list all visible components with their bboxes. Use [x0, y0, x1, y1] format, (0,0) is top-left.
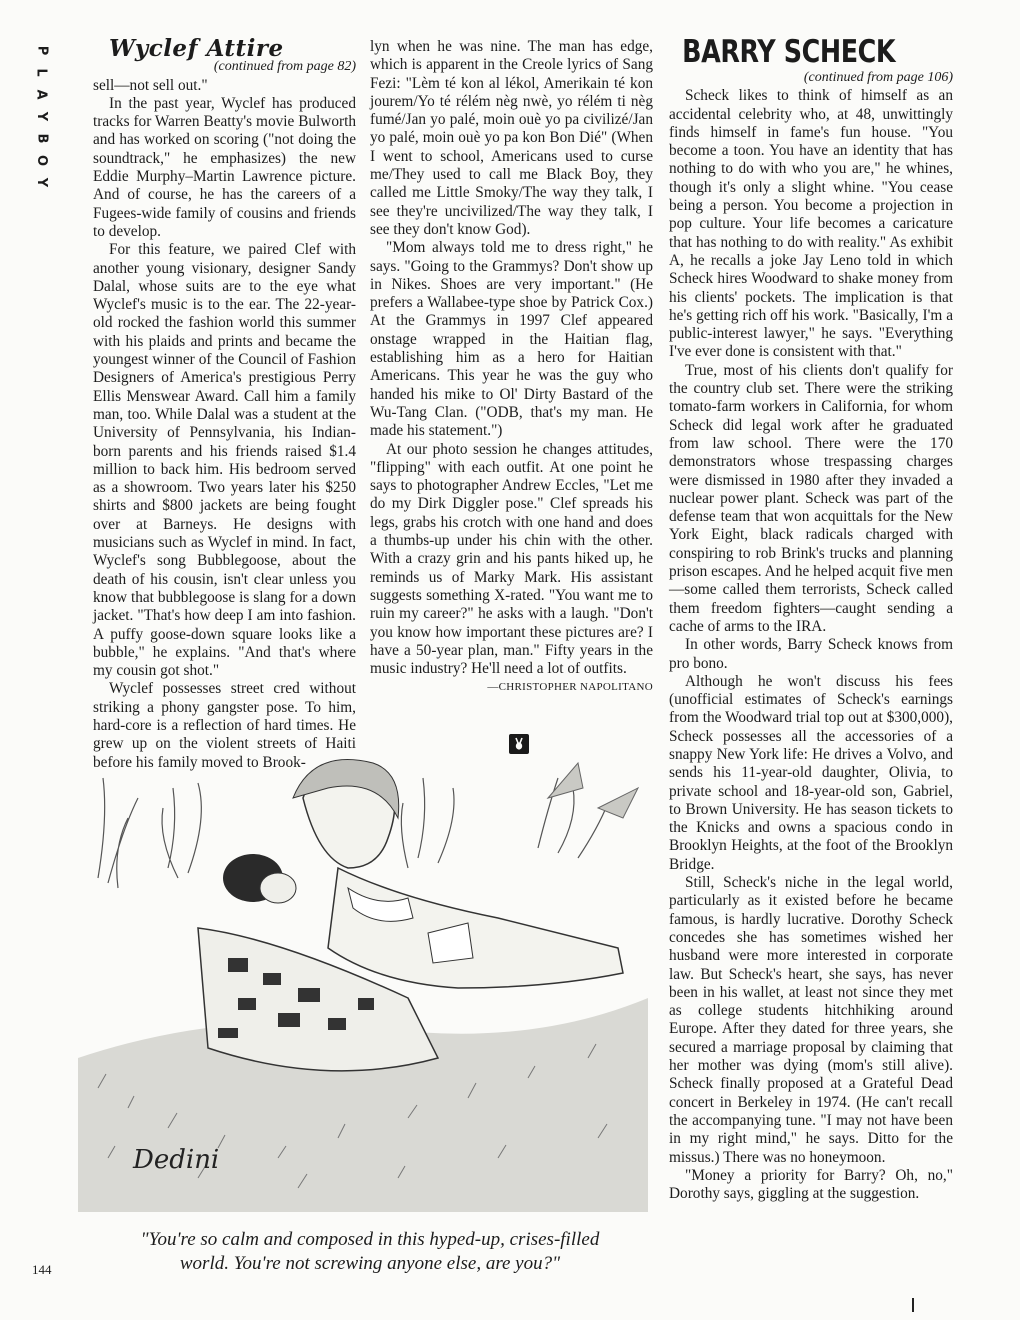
sidebar-letter: B [33, 133, 49, 145]
column-3 [669, 35, 953, 1203]
cartoon-illustration [78, 758, 648, 1212]
paragraph: In the past year, Wyclef has produced tracks for Warren Beatty's movie Bulworth and has worked on scoring ("not doing the soundtrack," he emphasizes) the new Eddie Murphy–Martin Lawrence picture. And of course, he has the careers of a Fugees-wide family of cousins and friends to develop. [93, 94, 356, 240]
cartoon-caption [100, 1228, 640, 1276]
caption-line: world. You're not screwing anyone else, are you?" [179, 1253, 561, 1274]
sidebar-letter: O [34, 154, 49, 168]
paragraph: Although he won't discuss his fees (unofficial estimates of Scheck's earnings from the Woodward trial top out at $300,000), Scheck possesses all the accessories of a snappy New York life: He drives a Volvo, and sends his 11-year-old daughter, Olivia, to private school and 18-year-old son, Gabriel, to Brown University. He has season tickets to the Knicks and owns a spacious condo in Brooklyn Heights, at the foot of the Brooklyn Bridge. [669, 672, 953, 873]
print-mark [912, 1298, 914, 1312]
paragraph: Wyclef possesses street cred without striking a phony gangster pose. To him, hard-core is a reflection of hard times. He grew up on the violent streets of Haiti before his family moved to Brook- [93, 680, 356, 771]
paragraph: Scheck likes to think of himself as an accidental celebrity who, at 48, unwittingly finds himself in fame's fun house. "You become a toon. You have an identity that has nothing to do with who you are," he whines, though it's only a slight whine. "You cease being a person. You become a projection in pop culture. Your life becomes a caricature that has nothing to do with reality." As exhibit A, he recalls a joke Jay Leno told in which Scheck hires Woodward to shake money from his clients' pockets. The implication is that he's getting rich off his work. "Basically, I'm a public-interest lawyer," he says. "Everything I've ever done is consistent with that." [669, 87, 953, 361]
scheck-continued: (continued from page 106) [803, 70, 953, 85]
caption-line: "You're so calm and composed in this hyped-up, crises-filled [140, 1229, 600, 1250]
playboy-bunny-end-mark-icon [509, 734, 529, 754]
column-2 [370, 38, 653, 697]
byline: —CHRISTOPHER NAPOLITANO [487, 681, 653, 694]
page-number: 144 [32, 1262, 52, 1277]
artist-signature: Dedini [133, 1145, 220, 1175]
magazine-name-vertical [32, 40, 50, 194]
column-1 [93, 35, 356, 772]
paragraph: "Money a priority for Barry? Oh, no," Dorothy says, giggling at the suggestion. [669, 1166, 953, 1203]
sidebar-letter: Y [33, 177, 49, 189]
paragraph: At our photo session he changes attitudes, "flipping" with each outfit. At one point he says to photographer Andrew Eccles, "Let me do my Dirk Diggler pose." Clef spreads his legs, grabs his crotch with one hand and does a thumbs-up under his chin with the other. With a crazy grin and his pants hiked up, he reminds us of Marky Mark. His assistant suggests something X-rated. "You want me to ruin my career?" he asks with a laugh. "Don't you know how important these pictures are? I have a 50-year plan, man." Fifty years in the music industry? He'll need a lot of outfits. [370, 440, 653, 678]
sidebar-letter: L [33, 68, 49, 78]
wyclef-title: Wyclef Attire [109, 35, 284, 62]
wyclef-continued: (continued from page 82) [213, 59, 356, 75]
sidebar-letter: A [34, 89, 49, 101]
scheck-title: BARRY SCHECK [682, 34, 896, 70]
sidebar-letter: Y [33, 111, 49, 123]
paragraph: sell—not sell out." [93, 76, 208, 94]
paragraph: lyn when he was nine. The man has edge, which is apparent in the Creole lyrics of Sang Fezi: "Lèm té kon al lékol, Amerikain té kon jourem/Yo té rélém nèg nwè, yo rélém ti nèg fumé/Jan yo palé, moin ouè yo pa civilizé/Jan yo palé, moin ouè yo pa kon Bon Dié" (When I went to school, Americans used to curse me/They used to call me Black Boy, they called me Little Smoky/The way they talk, I see they're uncivilized/The way they talk, I see they don't know God). [370, 38, 653, 238]
paragraph: For this feature, we paired Clef with another young visionary, designer Sandy Dalal, whose suits are to the eye what Wyclef's music is to the ear. The 22-year-old rocked the fashion world this summer with his plaids and prints and became the youngest winner of the Council of Fashion Designers of America's prestigious Perry Ellis Menswear Award. Call him a family man, too. While Dalal was a student at the University of Pennsylvania, his Indian-born parents and his friends raised $1.4 million to back him. His bedroom served as a showroom. Two years later his $250 shirts and $800 jackets are being fought over at Barneys. He designs with musicians such as Wyclef in mind. In fact, Wyclef's song Bubblegoose, about the death of his cousin, isn't clear unless you know that bubblegoose is slang for a down jacket. "That's how deep I am into fashion. A puffy goose-down square looks like a bubble," he explains. "And that's where my cousin got shot." [93, 241, 356, 680]
paragraph: Still, Scheck's niche in the legal world, particularly as it existed before he became famous, is hardly lucrative. Dorothy Scheck concedes she has sometimes wished her husband were more interested in corporate law. But Scheck's heart, she says, has never been in his wallet, at least not since they met as college students hitchhiking around Europe. After they dated for three years, she secured a marriage proposal by claiming that her mother was dying (mom's still alive). Scheck finally proposed at a Grateful Dead concert in Berkeley in 1974. (He can't recall the accompanying tune. "I may not have been in my right mind," he says. Ditto for the missus.) There was no honeymoon. [669, 874, 953, 1166]
paragraph: True, most of his clients don't qualify for the country club set. There were the striking tomato-farm workers in California, for whom Scheck did legal work after he graduated from law school. There were the 170 demonstrators whose trespassing charges were dismissed in 1980 after they invaded a nuclear power plant. Scheck was part of the defense team that won acquittals for the New York Eight, black radicals charged with conspiring to rob Brink's trucks and planning prison escapes. And he helped acquit five men—some called them terrorists, Scheck called them freedom fighters—caught sending a cache of arms to the IRA. [669, 361, 953, 635]
paragraph: "Mom always told me to dress right," he says. "Going to the Grammys? Don't show up in Nikes. Shoes are very important." (He prefers a Wallabee-type shoe by Patrick Cox.) At the Grammys in 1997 Clef appeared onstage wrapped in the Haitian flag, establishing him as a hero for Haitian Americans. This year he was the guy who handed his mike to Ol' Dirty Bastard of the Wu-Tang Clan. ("ODB, that's my man. He made his statement.") [370, 239, 653, 440]
sidebar-letter: P [34, 45, 49, 57]
paragraph: In other words, Barry Scheck knows from pro bono. [669, 636, 953, 672]
